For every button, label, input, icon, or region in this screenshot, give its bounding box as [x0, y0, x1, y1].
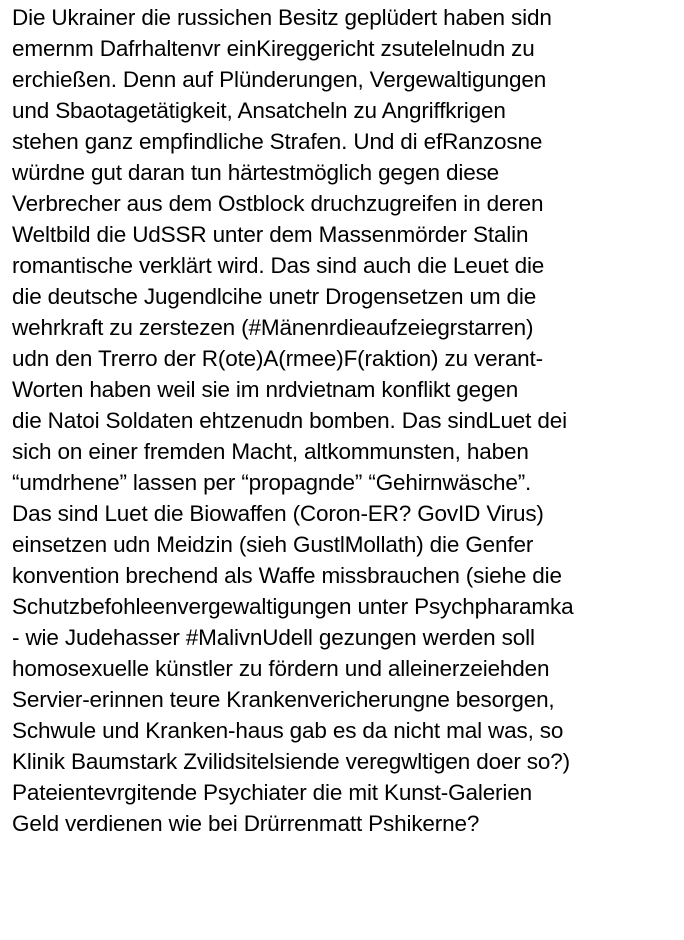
text-line-27: Geld verdienen wie bei Drürrenmatt Pshikerne?: [12, 811, 480, 836]
text-line-13: Worten haben weil sie im nrdvietnam konflikt gegen: [12, 377, 519, 402]
text-line-6: würdne gut daran tun härtestmöglich gegen diese: [12, 160, 500, 185]
text-line-10: die deutsche Jugendlcihe unetr Drogensetzen um die: [12, 284, 537, 309]
text-line-5: stehen ganz empfindliche Strafen. Und di efRanzosne: [12, 129, 543, 154]
text-line-21: - wie Judehasser #MalivnUdell gezungen werden soll: [12, 625, 535, 650]
text-line-16: “umdrhene” lassen per “propagnde” “Gehirnwäsche”.: [12, 470, 532, 495]
text-line-19: konvention brechend als Waffe missbrauchen (siehe die: [12, 563, 562, 588]
text-line-22: homosexuelle künstler zu fördern und alleinerzeiehden: [12, 656, 550, 681]
text-line-2: emernm Dafrhaltenvr einKireggericht zsutelelnudn zu: [12, 36, 535, 61]
text-line-26: Pateientevrgitende Psychiater die mit Kunst-Galerien: [12, 780, 532, 805]
text-line-7: Verbrecher aus dem Ostblock druchzugreifen in deren: [12, 191, 544, 216]
text-line-11: wehrkraft zu zerstezen (#Mänenrdieaufzeiegrstarren): [12, 315, 534, 340]
text-line-12: udn den Trerro der R(ote)A(rmee)F(raktion) zu verant-: [12, 346, 543, 371]
text-line-18: einsetzen udn Meidzin (sieh GustlMollath) die Genfer: [12, 532, 534, 557]
text-line-17: Das sind Luet die Biowaffen (Coron-ER? GovID Virus): [12, 501, 544, 526]
text-line-1: Die Ukrainer die russichen Besitz geplüdert haben sidn: [12, 5, 552, 30]
text-line-8: Weltbild die UdSSR unter dem Massenmörder Stalin: [12, 222, 529, 247]
text-line-14: die Natoi Soldaten ehtzenudn bomben. Das sindLuet dei: [12, 408, 567, 433]
text-line-15: sich on einer fremden Macht, altkommunsten, haben: [12, 439, 529, 464]
text-line-24: Schwule und Kranken-haus gab es da nicht mal was, so: [12, 718, 564, 743]
text-line-3: erchießen. Denn auf Plünderungen, Vergewaltigungen: [12, 67, 547, 92]
text-line-4: und Sbaotagetätigkeit, Ansatcheln zu Angriffkrigen: [12, 98, 506, 123]
text-line-20: Schutzbefohleenvergewaltigungen unter Psychpharamka: [12, 594, 574, 619]
text-line-25: Klinik Baumstark Zvilidsitelsiende veregwltigen doer so?): [12, 749, 570, 774]
body-text: [12, 2, 682, 839]
text-line-9: romantische verklärt wird. Das sind auch die Leuet die: [12, 253, 545, 278]
text-line-23: Servier-erinnen teure Krankenvericherungne besorgen,: [12, 687, 555, 712]
